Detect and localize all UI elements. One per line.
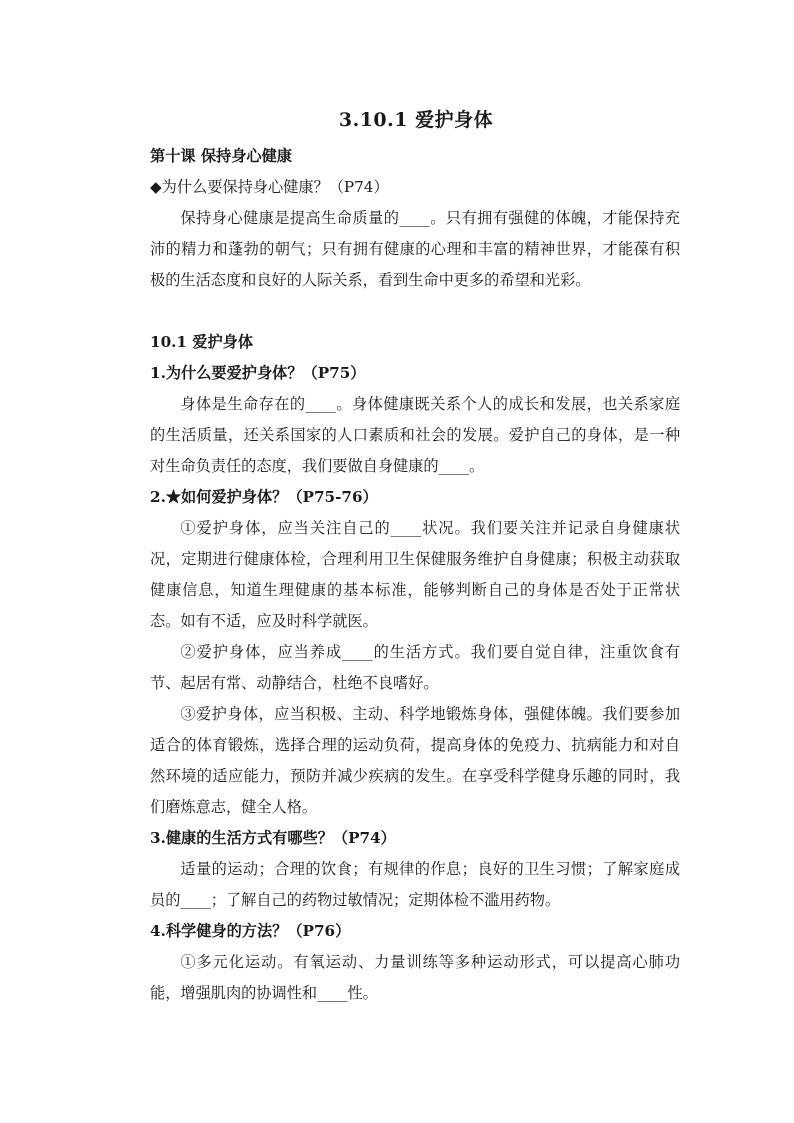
answer-4-point-1: ①多元化运动。有氧运动、力量训练等多种运动形式，可以提高心肺功能，增强肌肉的协调性和____性。	[150, 953, 680, 1002]
question-1: 1.为什么要爱护身体？（P75）	[150, 364, 366, 382]
answer-3: 适量的运动；合理的饮食；有规律的作息；良好的卫生习惯；了解家庭成员的____；了解自己的药物过敏情况；定期体检不滥用药物。	[150, 860, 680, 909]
answer-health-why: 保持身心健康是提高生命质量的____。只有拥有强健的体魄，才能保持充沛的精力和蓬勃的朝气；只有拥有健康的心理和丰富的精神世界，才能葆有积极的生活态度和良好的人际关系，看到生命中更多的希望和光彩。	[150, 209, 680, 289]
question-health-why: ◆为什么要保持身心健康？（P74）	[150, 178, 389, 196]
question-2: 2.★如何爱护身体？（P75-76）	[150, 488, 378, 506]
answer-2-point-1: ①爱护身体，应当关注自己的____状况。我们要关注并记录自身健康状况，定期进行健康体检，合理利用卫生保健服务维护自身健康；积极主动获取健康信息，知道生理健康的基本标准，能够判断自己的身体是否处于正常状态。如有不适，应及时科学就医。	[150, 519, 680, 630]
lesson-heading: 第十课 保持身心健康	[150, 147, 292, 165]
question-4: 4.科学健身的方法？（P76）	[150, 922, 351, 940]
document-body	[150, 141, 680, 1009]
document-title: 3.10.1 爱护身体	[338, 109, 494, 131]
answer-1: 身体是生命存在的____。身体健康既关系个人的成长和发展，也关系家庭的生活质量，还关系国家的人口素质和社会的发展。爱护自己的身体，是一种对生命负责任的态度，我们要做自身健康的____。	[150, 395, 680, 475]
question-3: 3.健康的生活方式有哪些？（P74）	[150, 829, 396, 847]
answer-2-point-2: ②爱护身体，应当养成____的生活方式。我们要自觉自律，注重饮食有节、起居有常、动静结合，杜绝不良嗜好。	[150, 643, 680, 692]
section-heading: 10.1 爱护身体	[150, 333, 254, 351]
answer-2-point-3: ③爱护身体，应当积极、主动、科学地锻炼身体，强健体魄。我们要参加适合的体育锻炼，选择合理的运动负荷，提高身体的免疫力、抗病能力和对自然环境的适应能力，预防并减少疾病的发生。在享受科学健身乐趣的同时，我们磨炼意志，健全人格。	[150, 705, 680, 816]
spacer	[150, 296, 680, 327]
